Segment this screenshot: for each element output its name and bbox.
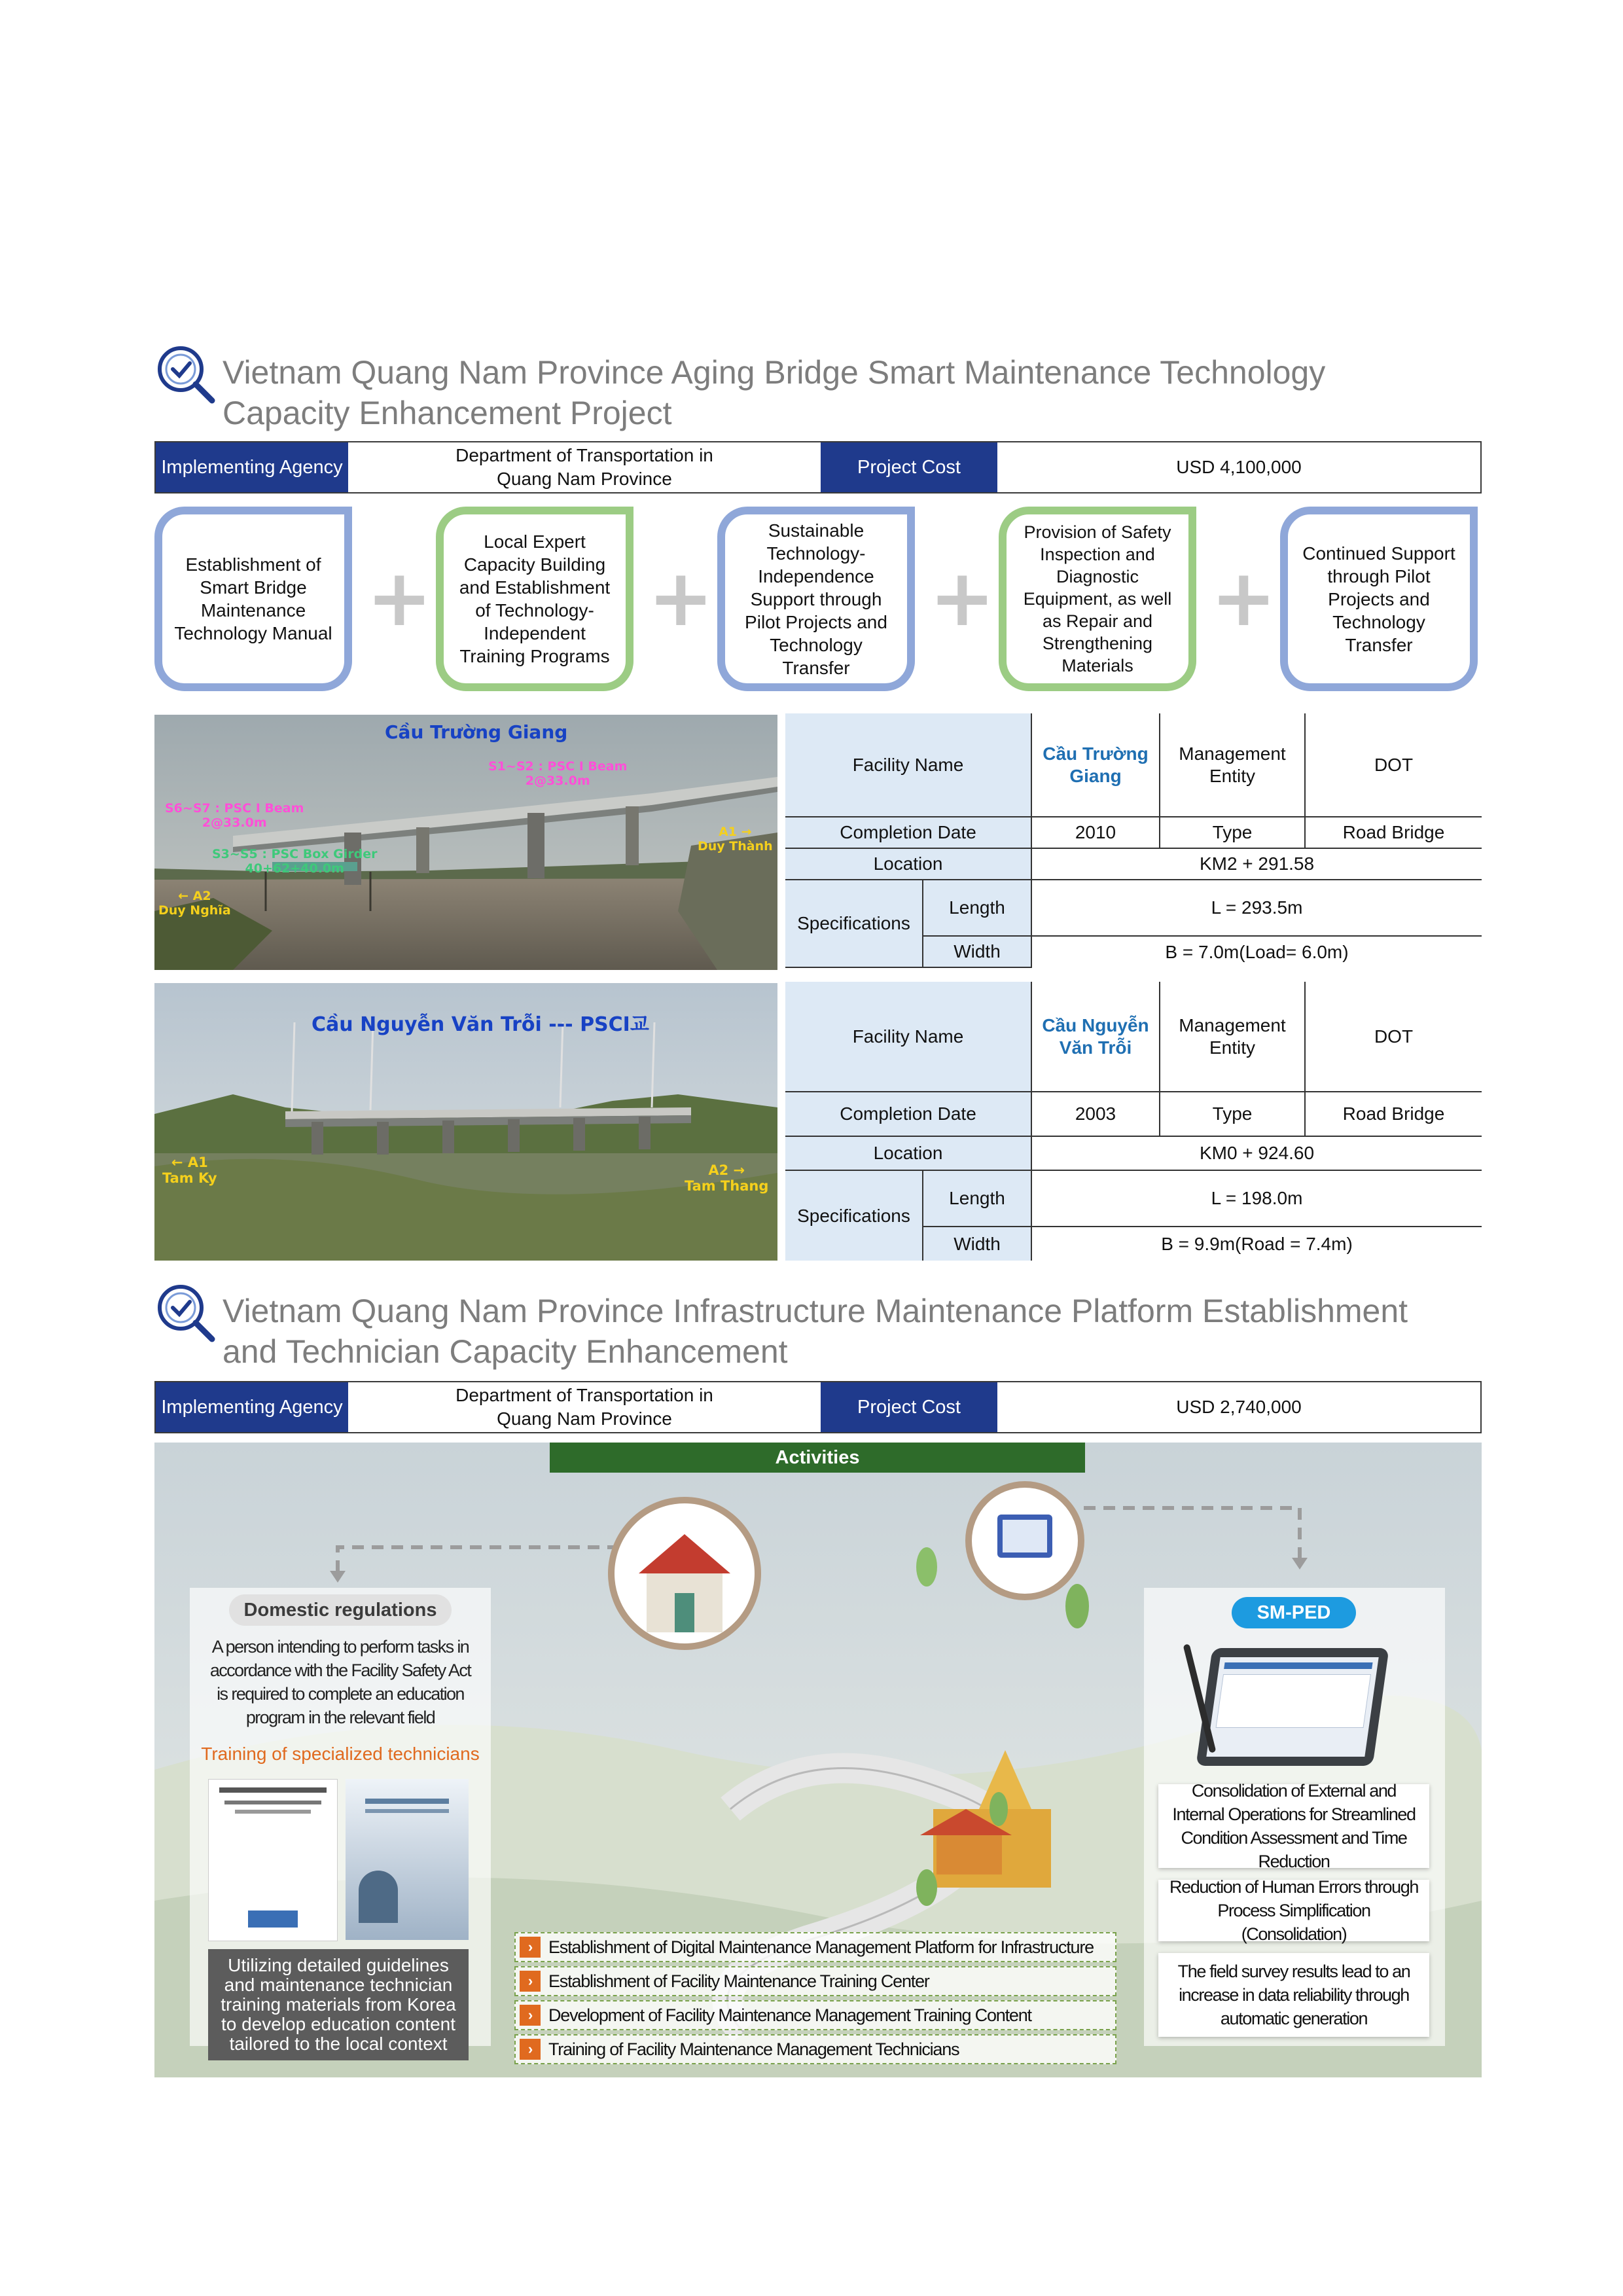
facility-name-label: Facility Name: [785, 982, 1031, 1092]
label-a1: ← A1 Tam Ky: [162, 1155, 217, 1186]
sm-ped-title: SM-PED: [1232, 1597, 1356, 1628]
length-label: Length: [923, 880, 1031, 936]
guidelines-note: Utilizing detailed guidelines and maintenance technician training materials from Korea to develop education content tailored to the local context: [208, 1949, 469, 2060]
activity-item: › Development of Facility Maintenance Management Training Content: [514, 2000, 1116, 2030]
chevron-right-icon: ›: [520, 2039, 541, 2060]
management-value: DOT: [1305, 713, 1482, 817]
location-value: KM0 + 924.60: [1031, 1136, 1482, 1170]
training-book-cover: [346, 1779, 469, 1940]
project1-info-bar: [154, 441, 1482, 493]
length-value: L = 293.5m: [1031, 880, 1482, 936]
type-value: Road Bridge: [1305, 1092, 1482, 1136]
step-manual: Establishment of Smart Bridge Maintenance Technology Manual: [154, 507, 352, 691]
width-label: Width: [923, 1227, 1031, 1261]
management-label: Management Entity: [1160, 982, 1305, 1092]
plus-icon: +: [929, 553, 995, 644]
benefit-box: Consolidation of External and Internal Operations for Streamlined Condition Assessment and Time Reduction: [1158, 1784, 1429, 1868]
agency-label: Implementing Agency: [156, 442, 348, 492]
activities-illustration: [154, 1443, 1482, 2077]
project2-title: Vietnam Quang Nam Province Infrastructure Maintenance Platform Establishment and Technician Capacity Enhancement: [223, 1293, 1408, 1370]
plus-icon: +: [1211, 553, 1277, 644]
width-value: B = 9.9m(Road = 7.4m): [1031, 1227, 1482, 1261]
spec-label: Specifications: [785, 880, 923, 967]
width-value: B = 7.0m(Load= 6.0m): [1031, 936, 1482, 967]
label-a2: A2 → Tam Thang: [685, 1162, 769, 1194]
activity-item: › Training of Facility Maintenance Management Technicians: [514, 2034, 1116, 2064]
benefit-box: The field survey results lead to an increase in data reliability through automatic generation: [1158, 1953, 1429, 2037]
bridge1-photo: [154, 715, 777, 970]
facility-name: Cầu Nguyễn Văn Trỗi: [1031, 982, 1160, 1092]
completion-label: Completion Date: [785, 1092, 1031, 1136]
cost-value: USD 2,740,000: [997, 1382, 1480, 1432]
agency-value: Department of Transportation in Quang Nam Province: [348, 442, 821, 492]
chevron-right-icon: ›: [520, 1937, 541, 1958]
label-s3s5: S3~S5 : PSC Box Girder 40+62+40.0m: [212, 847, 378, 876]
agency-label: Implementing Agency: [156, 1382, 348, 1432]
label-s1s2: S1~S2 : PSC I Beam 2@33.0m: [488, 759, 628, 788]
facility-name: Cầu Trường Giang: [1031, 713, 1160, 817]
completion-value: 2010: [1031, 817, 1160, 848]
management-label: Management Entity: [1160, 713, 1305, 817]
spec-label: Specifications: [785, 1170, 923, 1261]
domestic-regulations-panel: [190, 1588, 491, 2054]
benefit-box: Reduction of Human Errors through Process Simplification (Consolidation): [1158, 1880, 1429, 1941]
width-label: Width: [923, 936, 1031, 967]
domestic-regulations-text: A person intending to perform tasks in accordance with the Facility Safety Act is required to complete an education program in the relevant field: [209, 1637, 471, 1727]
activities-header: Activities: [550, 1443, 1085, 1473]
project1-title: Vietnam Quang Nam Province Aging Bridge Smart Maintenance Technology Capacity Enhancement Project: [223, 354, 1326, 431]
type-value: Road Bridge: [1305, 817, 1482, 848]
location-label: Location: [785, 848, 1031, 880]
training-subtitle: Training of specialized technicians: [201, 1744, 480, 1764]
management-value: DOT: [1305, 982, 1482, 1092]
location-label: Location: [785, 1136, 1031, 1170]
bridge1-photo-title: Cầu Trường Giang: [385, 721, 568, 743]
project2-info-bar: [154, 1381, 1482, 1433]
type-label: Type: [1160, 817, 1305, 848]
bridge2-photo-title: Cầu Nguyễn Văn Trỗi --- PSCI교: [312, 1013, 649, 1036]
bridge1-facility-table: [785, 713, 1482, 968]
chevron-right-icon: ›: [520, 2005, 541, 2026]
check-magnifier-icon: [153, 342, 219, 407]
completion-value: 2003: [1031, 1092, 1160, 1136]
guideline-book-cover: [208, 1779, 338, 1941]
step-capacity-building: Local Expert Capacity Building and Establishment of Technology-Independent Training Programs: [436, 507, 633, 691]
agency-value: Department of Transportation in Quang Nam Province: [348, 1382, 821, 1432]
length-label: Length: [923, 1170, 1031, 1227]
domestic-regulations-title: Domestic regulations: [229, 1594, 452, 1626]
label-s6s7: S6~S7 : PSC I Beam 2@33.0m: [165, 801, 304, 830]
type-label: Type: [1160, 1092, 1305, 1136]
bridge2-photo: [154, 983, 777, 1261]
length-value: L = 198.0m: [1031, 1170, 1482, 1227]
plus-icon: +: [366, 553, 433, 644]
cost-label: Project Cost: [821, 442, 997, 492]
facility-name-label: Facility Name: [785, 713, 1031, 817]
activity-item: › Establishment of Facility Maintenance Training Center: [514, 1966, 1116, 1996]
label-a2: ← A2 Duy Nghĩa: [158, 889, 231, 918]
step-technology-independence: Sustainable Technology-Independence Support through Pilot Projects and Technology Transfer: [717, 507, 915, 691]
activity-item: › Establishment of Digital Maintenance Management Platform for Infrastructure: [514, 1932, 1116, 1962]
cost-label: Project Cost: [821, 1382, 997, 1432]
step-continued-support: Continued Support through Pilot Projects and Technology Transfer: [1280, 507, 1478, 691]
step-equipment: Provision of Safety Inspection and Diagnostic Equipment, as well as Repair and Strengthening Materials: [999, 507, 1196, 691]
chevron-right-icon: ›: [520, 1971, 541, 1992]
location-value: KM2 + 291.58: [1031, 848, 1482, 880]
cost-value: USD 4,100,000: [997, 442, 1480, 492]
plus-icon: +: [648, 553, 714, 644]
completion-label: Completion Date: [785, 817, 1031, 848]
label-a1: A1 → Duy Thành: [698, 825, 773, 853]
tablet-device: [1196, 1648, 1389, 1766]
bridge2-facility-table: [785, 982, 1482, 1261]
check-magnifier-icon: [153, 1280, 219, 1346]
